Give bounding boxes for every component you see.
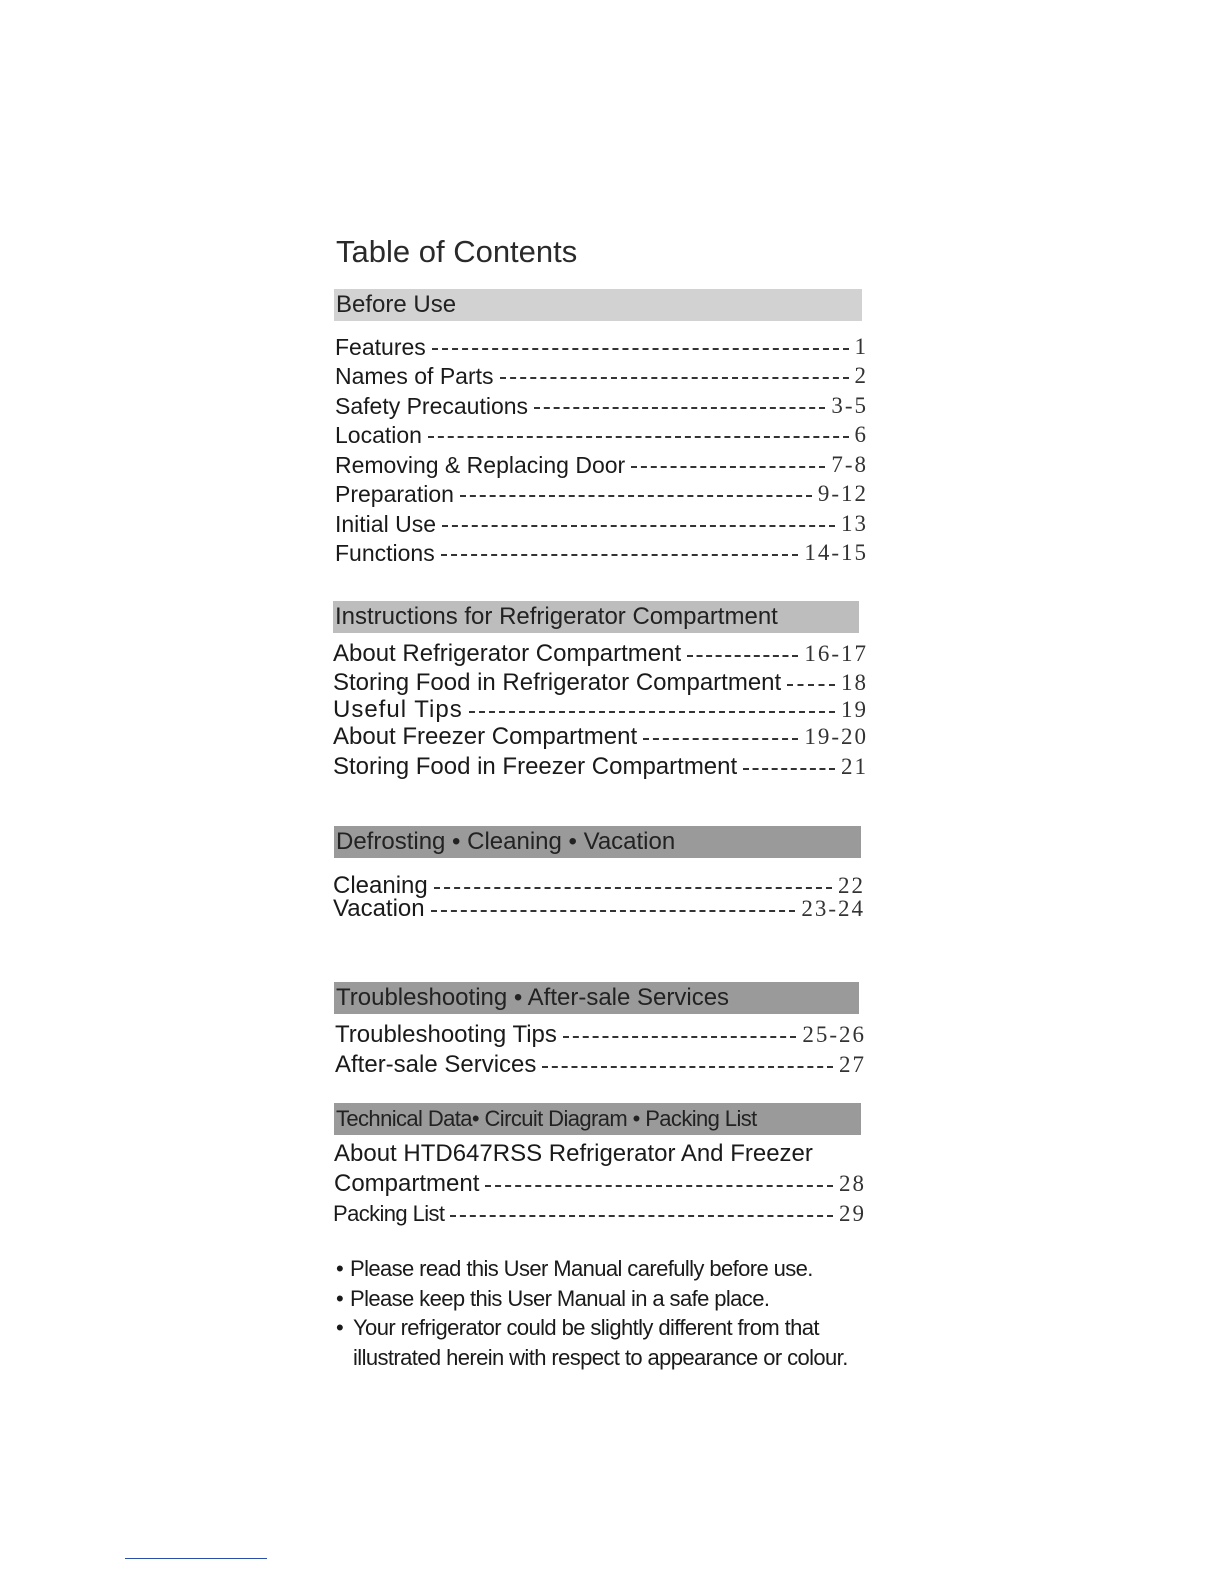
toc-page-number: 7-8: [831, 452, 868, 477]
footer-rule: [125, 1558, 267, 1559]
toc-entry-removing-replacing-door[interactable]: [335, 450, 868, 480]
toc-entry-preparation[interactable]: [335, 479, 868, 509]
dot-leader: [787, 684, 835, 686]
note-text: Your refrigerator could be slightly different from that illustrated herein with respect to appearance or colour.: [353, 1315, 848, 1370]
toc-entry-label: Storing Food in Refrigerator Compartment: [333, 669, 782, 696]
toc-entry-storing-food-refrigerator[interactable]: [333, 668, 868, 698]
toc-entry-label: About Freezer Compartment: [333, 723, 638, 750]
toc-entry-names-of-parts[interactable]: [335, 361, 868, 391]
toc-entry-after-sale-services[interactable]: [335, 1050, 866, 1080]
dot-leader: [534, 407, 825, 409]
dot-leader: [442, 525, 835, 527]
section-heading-technical-data: Technical Data• Circuit Diagram • Packing List: [334, 1103, 861, 1135]
dot-leader: [500, 377, 849, 379]
toc-entry-label: Compartment: [334, 1170, 480, 1197]
dot-leader: [687, 655, 798, 657]
page-title: Table of Contents: [336, 234, 578, 269]
toc-page-number: 1: [854, 334, 868, 359]
toc-entry-label: Features: [335, 333, 426, 360]
toc-entry-label: About Refrigerator Compartment: [333, 640, 682, 667]
toc-entry-about-freezer-compartment[interactable]: [333, 722, 868, 752]
dot-leader: [431, 910, 796, 912]
dot-leader: [432, 348, 849, 350]
toc-entry-functions[interactable]: [335, 538, 868, 568]
section-heading-before-use: Before Use: [334, 289, 862, 321]
toc-entry-useful-tips[interactable]: [333, 695, 868, 725]
toc-page-number: 21: [841, 754, 868, 779]
toc-entry-label: Cleaning: [333, 872, 428, 899]
dot-leader: [631, 466, 825, 468]
toc-page-number: 22: [838, 873, 865, 898]
toc-entry-label: Removing & Replacing Door: [335, 451, 626, 478]
toc-page-number: 14-15: [804, 540, 868, 565]
note-item: [336, 1254, 896, 1284]
bullet-icon: •: [336, 1315, 344, 1340]
toc-entry-troubleshooting-tips[interactable]: [335, 1020, 866, 1050]
toc-entry-label: Location: [335, 421, 422, 448]
toc-entry-location[interactable]: [335, 420, 868, 450]
dot-leader: [450, 1215, 833, 1217]
toc-page-number: 2: [854, 363, 868, 388]
toc-page-number: 6: [854, 422, 868, 447]
toc-page-number: 19-20: [804, 724, 868, 749]
dot-leader: [542, 1066, 833, 1068]
toc-entry-label: Preparation: [335, 480, 454, 507]
toc-page-number: 3-5: [831, 393, 868, 418]
dot-leader: [441, 554, 799, 556]
dot-leader: [469, 711, 835, 713]
dot-leader: [428, 436, 849, 438]
toc-entry-intro-line: About HTD647RSS Refrigerator And Freezer: [334, 1140, 813, 1167]
toc-page-number: 9-12: [817, 481, 868, 506]
toc-page-number: 27: [839, 1052, 866, 1077]
toc-page-number: 19: [841, 697, 868, 722]
bullet-icon: •: [336, 1285, 344, 1311]
toc-page-number: 29: [839, 1201, 866, 1226]
toc-entry-label: Packing List: [333, 1201, 445, 1226]
usage-notes: [336, 1254, 896, 1372]
toc-entry-label: Names of Parts: [335, 362, 494, 389]
toc-entry-label: Vacation: [333, 895, 425, 922]
toc-entry-label: Initial Use: [335, 510, 436, 537]
toc-page-number: 23-24: [801, 896, 865, 921]
toc-entry-compartment[interactable]: [334, 1169, 866, 1199]
toc-page-number: 18: [841, 670, 868, 695]
toc-entry-storing-food-freezer[interactable]: [333, 752, 868, 782]
dot-leader: [460, 495, 812, 497]
toc-page-number: 16-17: [804, 641, 868, 666]
section-heading-defrosting-cleaning-vacation: Defrosting • Cleaning • Vacation: [334, 826, 861, 858]
toc-entry-label: Functions: [335, 539, 435, 566]
toc-entry-label: Useful Tips: [333, 696, 463, 723]
toc-page-number: 13: [841, 511, 868, 536]
toc-page-number: 25-26: [802, 1022, 866, 1047]
bullet-icon: •: [336, 1256, 344, 1281]
toc-page-number: 28: [839, 1171, 866, 1196]
dot-leader: [563, 1036, 796, 1038]
note-text: Please read this User Manual carefully before use.: [350, 1256, 813, 1281]
section-heading-refrigerator-compartment: Instructions for Refrigerator Compartment: [333, 601, 859, 633]
dot-leader: [485, 1185, 833, 1187]
toc-entry-features[interactable]: [335, 332, 868, 362]
dot-leader: [434, 887, 832, 889]
toc-entry-vacation[interactable]: [333, 894, 865, 924]
toc-entry-initial-use[interactable]: [335, 509, 868, 539]
toc-entry-safety-precautions[interactable]: [335, 391, 868, 421]
toc-entry-label: Safety Precautions: [335, 392, 529, 419]
note-text: Please keep this User Manual in a safe place.: [350, 1285, 770, 1311]
toc-entry-label: Storing Food in Freezer Compartment: [333, 753, 738, 780]
section-heading-troubleshooting-after-sale: Troubleshooting • After-sale Services: [334, 982, 859, 1014]
toc-entry-about-refrigerator-compartment[interactable]: [333, 639, 868, 669]
toc-entry-label: Troubleshooting Tips: [335, 1021, 557, 1048]
dot-leader: [643, 738, 798, 740]
note-item: [336, 1313, 896, 1372]
toc-entry-packing-list[interactable]: [333, 1199, 866, 1229]
note-item: [336, 1284, 896, 1314]
dot-leader: [743, 768, 835, 770]
toc-entry-label: After-sale Services: [335, 1051, 537, 1078]
